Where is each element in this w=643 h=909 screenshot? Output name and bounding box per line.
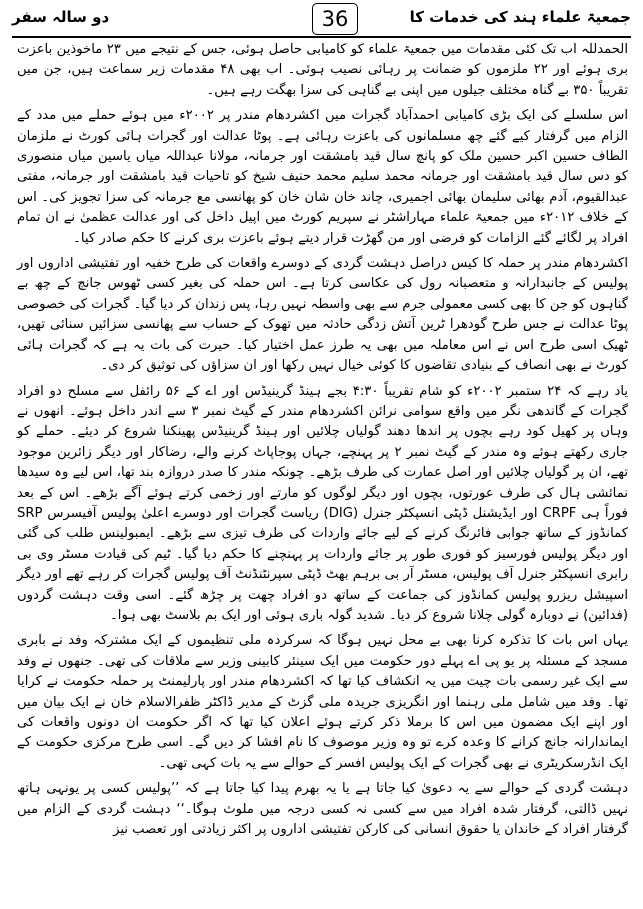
paragraph-3: اکشردھام مندر پر حملہ کا کیس دراصل دہشت گردی کے دوسرے واقعات کی طرح خفیہ اور تفتیشی اداروں اور پولیس کے جانبدارانہ و متعصبانہ رول کی عکاسی کرتا ہے۔ اس حملہ کی بغیر کسی ٹھوس جانچ کے چھ بے گناہوں کو جن کا بھی کسی معمولی جرم سے بھی واسطہ نہیں رہا، پس زندان کر دیا گیا۔ گجرات کی خصوصی پوٹا عدالت نے جس طرح گودھرا ٹرین آتش زدگی حادثہ میں تھوک کے حساب سے پھانسی سزائیں سنائی تھیں، ٹھیک اسی طرح اس نے اس معاملہ میں بھی یہ طرز عمل اختیار کیا۔ حیرت کی بات یہ ہے کہ گجرات ہائی کورٹ نے بھی انصاف کے بنیادی تقاضوں کا کوئی خیال نہیں رکھا اور ان سزاؤں کی توثیق کر دی۔: [16, 256, 628, 374]
paragraph-4: یاد رہے کہ ۲۴ ستمبر ۲۰۰۲ء کو شام تقریباً ۴:۳۰ بجے ہینڈ گرینیڈس اور اے کے ۵۶ رائفل سے مسلح دو افراد گجرات کے گاندھی نگر میں واقع سوامی نرائن اکشردھام مندر کے گیٹ نمبر ۳ سے اندر داخل ہوئے۔ انھوں نے وہاں پر کھیل کود رہے بچوں پر اندھا دھند گولیاں چلائیں اور ہینڈ گرینیڈس پھینکنا شروع کر دیئے۔ حملے کو جاری رکھتے ہوئے وہ مندر کے گیٹ نمبر ۲ پر پہنچے، جہاں پوجاپاٹ کرنے والے، رضاکار اور دیگر زائرین موجود تھے، ان پر گولیاں چلائیں اور اصل عمارت کی طرف بڑھے۔ چونکہ مندر کا صدر دروازہ بند تھا، اس لیے وہ سیدھا نمائشی ہال کی طرف عورتوں، بچوں اور دیگر لوگوں کو مارتے اور زخمی کرتے ہوئے آگے بڑھے۔ اس کے بعد فوراً ہی CRPF اور ایڈیشنل ڈپٹی انسپکٹر جنرل (DIG) ریاست گجرات اور دوسرے اعلیٰ پولیس آفیسرس SRP کمانڈوز کے ساتھ جوابی فائرنگ کرنے کے لیے جائے واردات کی طرف تیزی سے بڑھے۔ ایمبولینس طلب کی گئی اور دیگر پولیس فورسیز کو فوری طور پر جائے واردات پر پہنچنے کا حکم دیا گیا۔ ٹیم کی قیادت مسٹر وی بی رابری انسپکٹر جنرل آف پولیس، مسٹر آر بی برہم بھٹ ڈپٹی سپرنٹنڈنٹ آف پولیس گجرات کر رہے تھے اور دیگر اسپیشل ریزرو پولیس کمانڈوز کی جماعت کے ساتھ دو افراد چھت پر چڑھ گئے۔ اسی وقت دہشت گردوں (فدائین) نے دوبارہ گولی چلانا شروع کر دیا۔ شدید گولہ باری ہوئی اور ایک بم بلاسٹ بھی ہوا۔: [17, 383, 629, 623]
page-header: [12, 2, 631, 38]
body-text: [17, 40, 628, 840]
running-title-section: دو سالہ سفر: [12, 8, 110, 26]
running-title-book: جمعیۃ علماء ہند کی خدمات کا: [409, 8, 631, 26]
paragraph-2: اس سلسلے کی ایک بڑی کامیابی احمدآباد گجرات میں اکشردھام مندر پر ۲۰۰۲ء میں ہوئے حملے میں مدد کے الزام میں گرفتار کیے گئے چھ مسلمانوں کی باعزت رہائی ہے۔ پوٹا عدالت اور گجرات ہائی کورٹ نے ملزمان الطاف حسین اکبر حسین ملک کو پانچ سال قید بامشقت اور جرمانہ، مولانا عبداللہ میاں یاسین میاں منصوری کو دس سال قید بامشقت اور جرمانہ محمد سلیم محمد حنیف شیخ کو تاحیات قید بامشقت اور جرمانہ، مفتی عبدالقیوم، آدم بھائی سلیمان بھائی اجمیری، چاند خان شان خان کو پھانسی مع جرمانہ کی سزا تجویز کی۔ اس کے خلاف ۲۰۱۲ء میں جمعیۃ علماء مہاراشٹر نے سپریم کورٹ میں اپیل داخل کی اور عدالت عظمیٰ نے ان تمام افراد پر لگائے گئے الزامات کو فرضی اور من گھڑت قرار دیتے ہوئے باعزت بری کرنے کا حکم صادر کیا۔: [17, 108, 629, 246]
paragraph-5: یہاں اس بات کا تذکرہ کرنا بھی بے محل نہیں ہوگا کہ سرکردہ ملی تنظیموں کے ایک مشترکہ وفد نے بابری مسجد کے مسئلہ پر یو پی اے پہلے دور حکومت میں ایک سینئر کابینی وزیر سے ملاقات کی تھی۔ جنھوں نے وفد سے ایک غیر رسمی بات چیت میں یہ انکشاف کیا تھا کہ اکشردھام مندر اور پارلیمنٹ پر حملہ حکومت نے کرایا تھا۔ وفد میں شامل ملی رہنما اور انگریزی جریدہ ملی گزٹ کے مدیر ڈاکٹر ظفرالاسلام خان نے ایک بیان میں اور اپنے ایک مضمون میں اس کا برملا ذکر کرتے ہوئے اعلان کیا تھا کہ اگر حکومت ان دونوں واقعات کی ایماندارانہ جانچ کرانے کا وعدہ کرے تو وہ وزیر موصوف کا نام افشا کر دیں گے۔ اسی طرح مرکزی حکومت کے ایک انڈرسکریٹری نے بھی گجرات کے ایک پولیس افسر کے حوالے سے یہ بات کہی تھی۔: [17, 633, 628, 771]
paragraph-6: دہشت گردی کے حوالے سے یہ دعویٰ کیا جاتا ہے یا یہ بھرم پیدا کیا جاتا ہے کہ ’’پولیس کسی پر یونہی ہاتھ نہیں ڈالتی، گرفتار شدہ افراد میں سے کسی نہ کسی درجہ میں ملوث ہوگا۔‘‘ دہشت گردی کے الزام میں گرفتار افراد کے خاندان یا حقوق انسانی کی کارکن تفتیشی اداروں پر اکثر زیادتی اور تعصب نیز: [17, 781, 628, 838]
header-rule: [12, 36, 631, 38]
page-number: 36: [312, 3, 358, 35]
paragraph-1: الحمدللہ اب تک کئی مقدمات میں جمعیۃ علماء کو کامیابی حاصل ہوئی، جس کے نتیجے میں ۲۳ ماخوذین باعزت بری ہوئے اور ۲۲ ملزموں کو ضمانت پر رہائی نصیب ہوئی۔ اب بھی ۴۸ مقدمات زیر سماعت ہیں، جن میں تقریباً ۳۵۰ بے گناہ مختلف جیلوں میں اپنی بے گناہی کی سزا بھگت رہے ہیں۔: [17, 42, 629, 98]
